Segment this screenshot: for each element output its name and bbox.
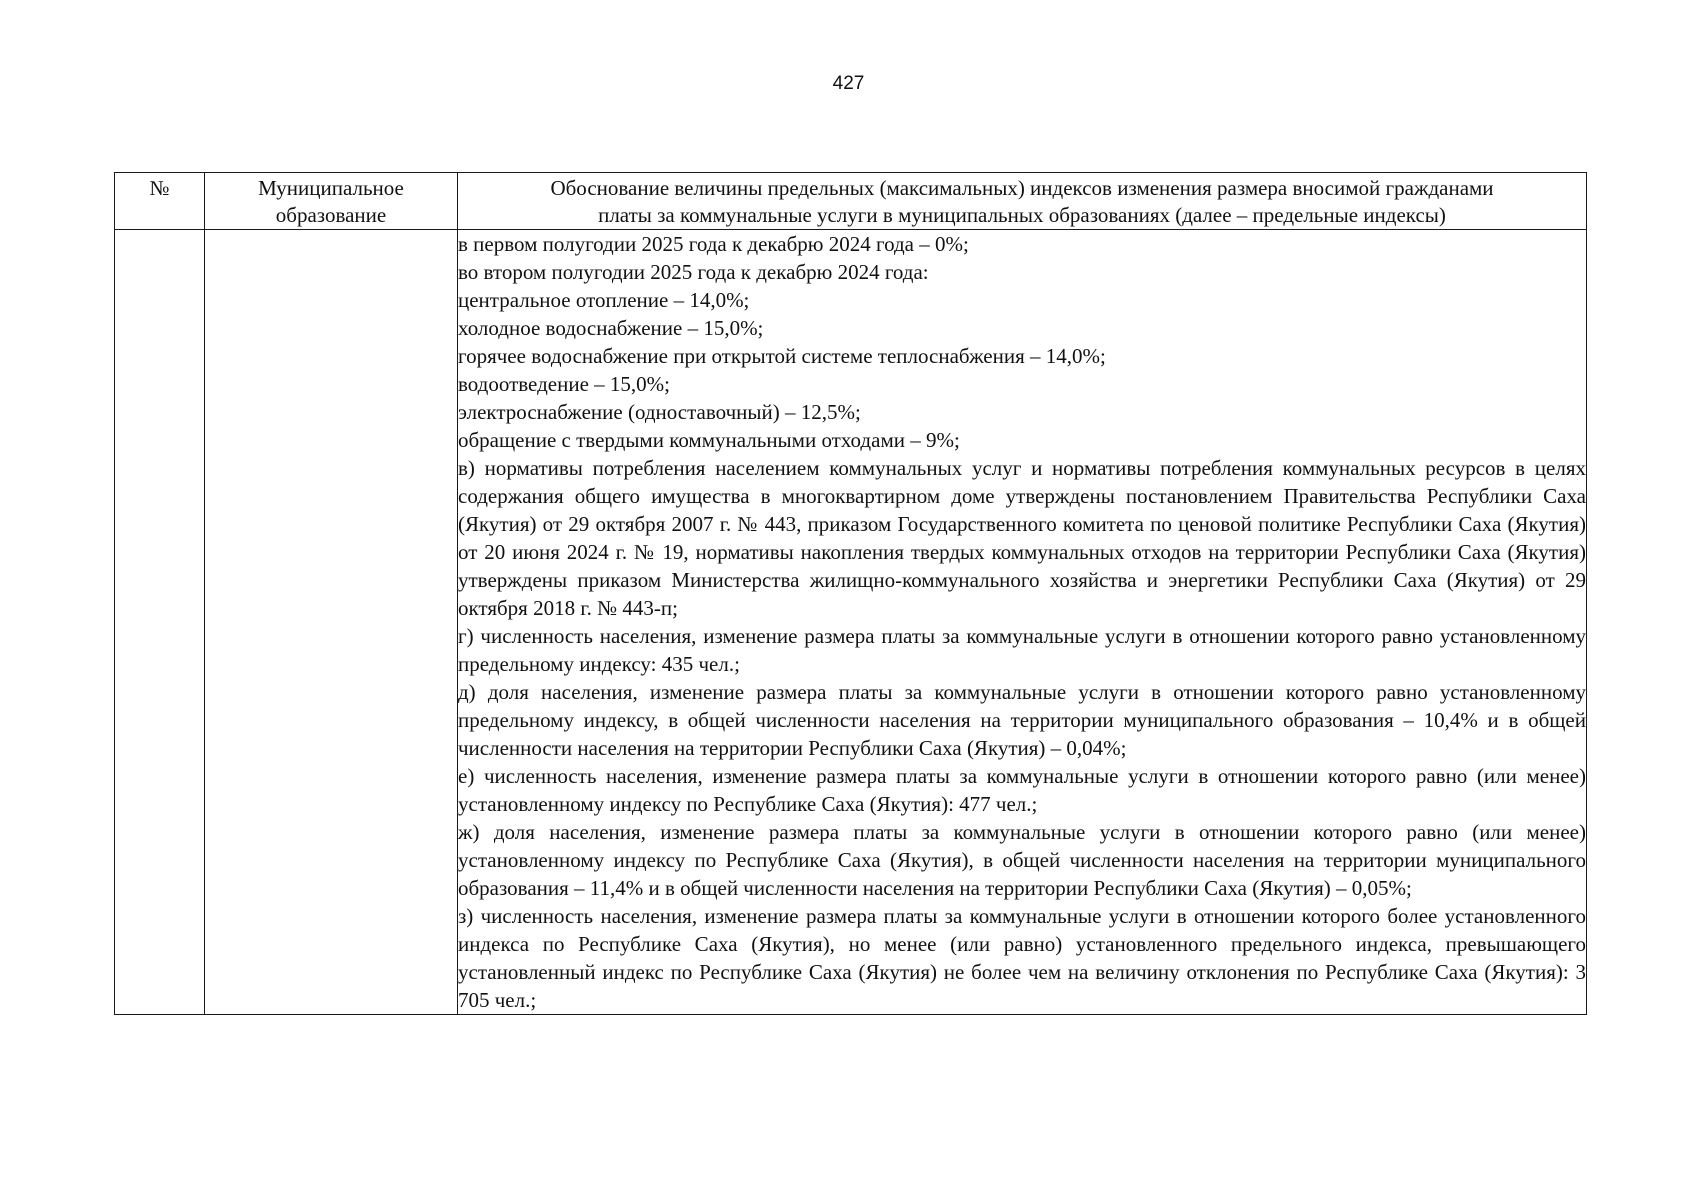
- paragraph-central-heating: центральное отопление – 14,0%;: [458, 288, 750, 312]
- paragraph-item-g: г) численность населения, изменение размера платы за коммунальные услуги в отношении которого равно установленному предельному индексу: 435 чел.;: [458, 624, 1586, 676]
- paragraph-item-e: е) численность населения, изменение размера платы за коммунальные услуги в отношении которого равно (или менее) установленному индексу по Республике Саха (Якутия): 477 чел.;: [458, 764, 1586, 816]
- header-number: №: [115, 173, 205, 230]
- header-justification: [458, 173, 1587, 230]
- table-header: [115, 173, 1587, 230]
- paragraph-item-z: з) численность населения, изменение размера платы за коммунальные услуги в отношении которого более установленного индекса по Республике Саха (Якутия), но менее (или равно) установленного предельного индекса, превышающего установленный индекс по Республике Саха (Якутия) не более чем на величину отклонения по Республике Саха (Якутия): 3 705 чел.;: [458, 904, 1586, 1012]
- page-number: 427: [832, 73, 865, 94]
- table-header-row: [115, 173, 1587, 230]
- row-justification-cell: [458, 230, 1587, 1015]
- header-justification-line-1: Обоснование величины предельных (максимальных) индексов изменения размера вносимой гражданами: [550, 176, 1494, 200]
- justification-table: [114, 172, 1587, 1015]
- paragraph-item-v: в) нормативы потребления населением коммунальных услуг и нормативы потребления коммунальных ресурсов в целях содержания общего имущества в многоквартирном доме утверждены постановлением Правительства Республики Саха (Якутия) от 29 октября 2007 г. № 443, приказом Государственного комитета по ценовой политике Республики Саха (Якутия) от 20 июня 2024 г. № 19, нормативы накопления твердых коммунальных отходов на территории Республики Саха (Якутия) утверждены приказом Министерства жилищно-коммунального хозяйства и энергетики Республики Саха (Якутия) от 29 октября 2018 г. № 443-п;: [458, 456, 1586, 620]
- paragraph-second-half-2025: во втором полугодии 2025 года к декабрю 2024 года:: [458, 260, 929, 284]
- header-municipality-line-2: образование: [275, 203, 387, 227]
- row-municipality-cell: [205, 230, 458, 1015]
- header-justification-line-2: платы за коммунальные услуги в муниципальных образованиях (далее – предельные индексы): [598, 203, 1446, 227]
- table-row: [115, 230, 1587, 1015]
- paragraph-sewerage: водоотведение – 15,0%;: [458, 372, 670, 396]
- paragraph-electricity: электроснабжение (одноставочный) – 12,5%;: [458, 400, 861, 424]
- header-municipality: [205, 173, 458, 230]
- paragraph-hot-water: горячее водоснабжение при открытой системе теплоснабжения – 14,0%;: [458, 344, 1106, 368]
- paragraph-solid-waste: обращение с твердыми коммунальными отходами – 9%;: [458, 428, 960, 452]
- paragraph-cold-water: холодное водоснабжение – 15,0%;: [458, 316, 764, 340]
- paragraph-first-half-2025: в первом полугодии 2025 года к декабрю 2024 года – 0%;: [458, 232, 969, 256]
- row-number-cell: [115, 230, 205, 1015]
- paragraph-item-zh: ж) доля населения, изменение размера платы за коммунальные услуги в отношении которого равно (или менее) установленному индексу по Республике Саха (Якутия), в общей численности населения на территории муниципального образования – 11,4% и в общей численности населения на территории Республики Саха (Якутия) – 0,05%;: [458, 820, 1586, 900]
- paragraph-item-d: д) доля населения, изменение размера платы за коммунальные услуги в отношении которого равно установленному предельному индексу, в общей численности населения на территории муниципального образования – 10,4% и в общей численности населения на территории Республики Саха (Якутия) – 0,04%;: [458, 680, 1586, 760]
- header-municipality-line-1: Муниципальное: [258, 176, 404, 200]
